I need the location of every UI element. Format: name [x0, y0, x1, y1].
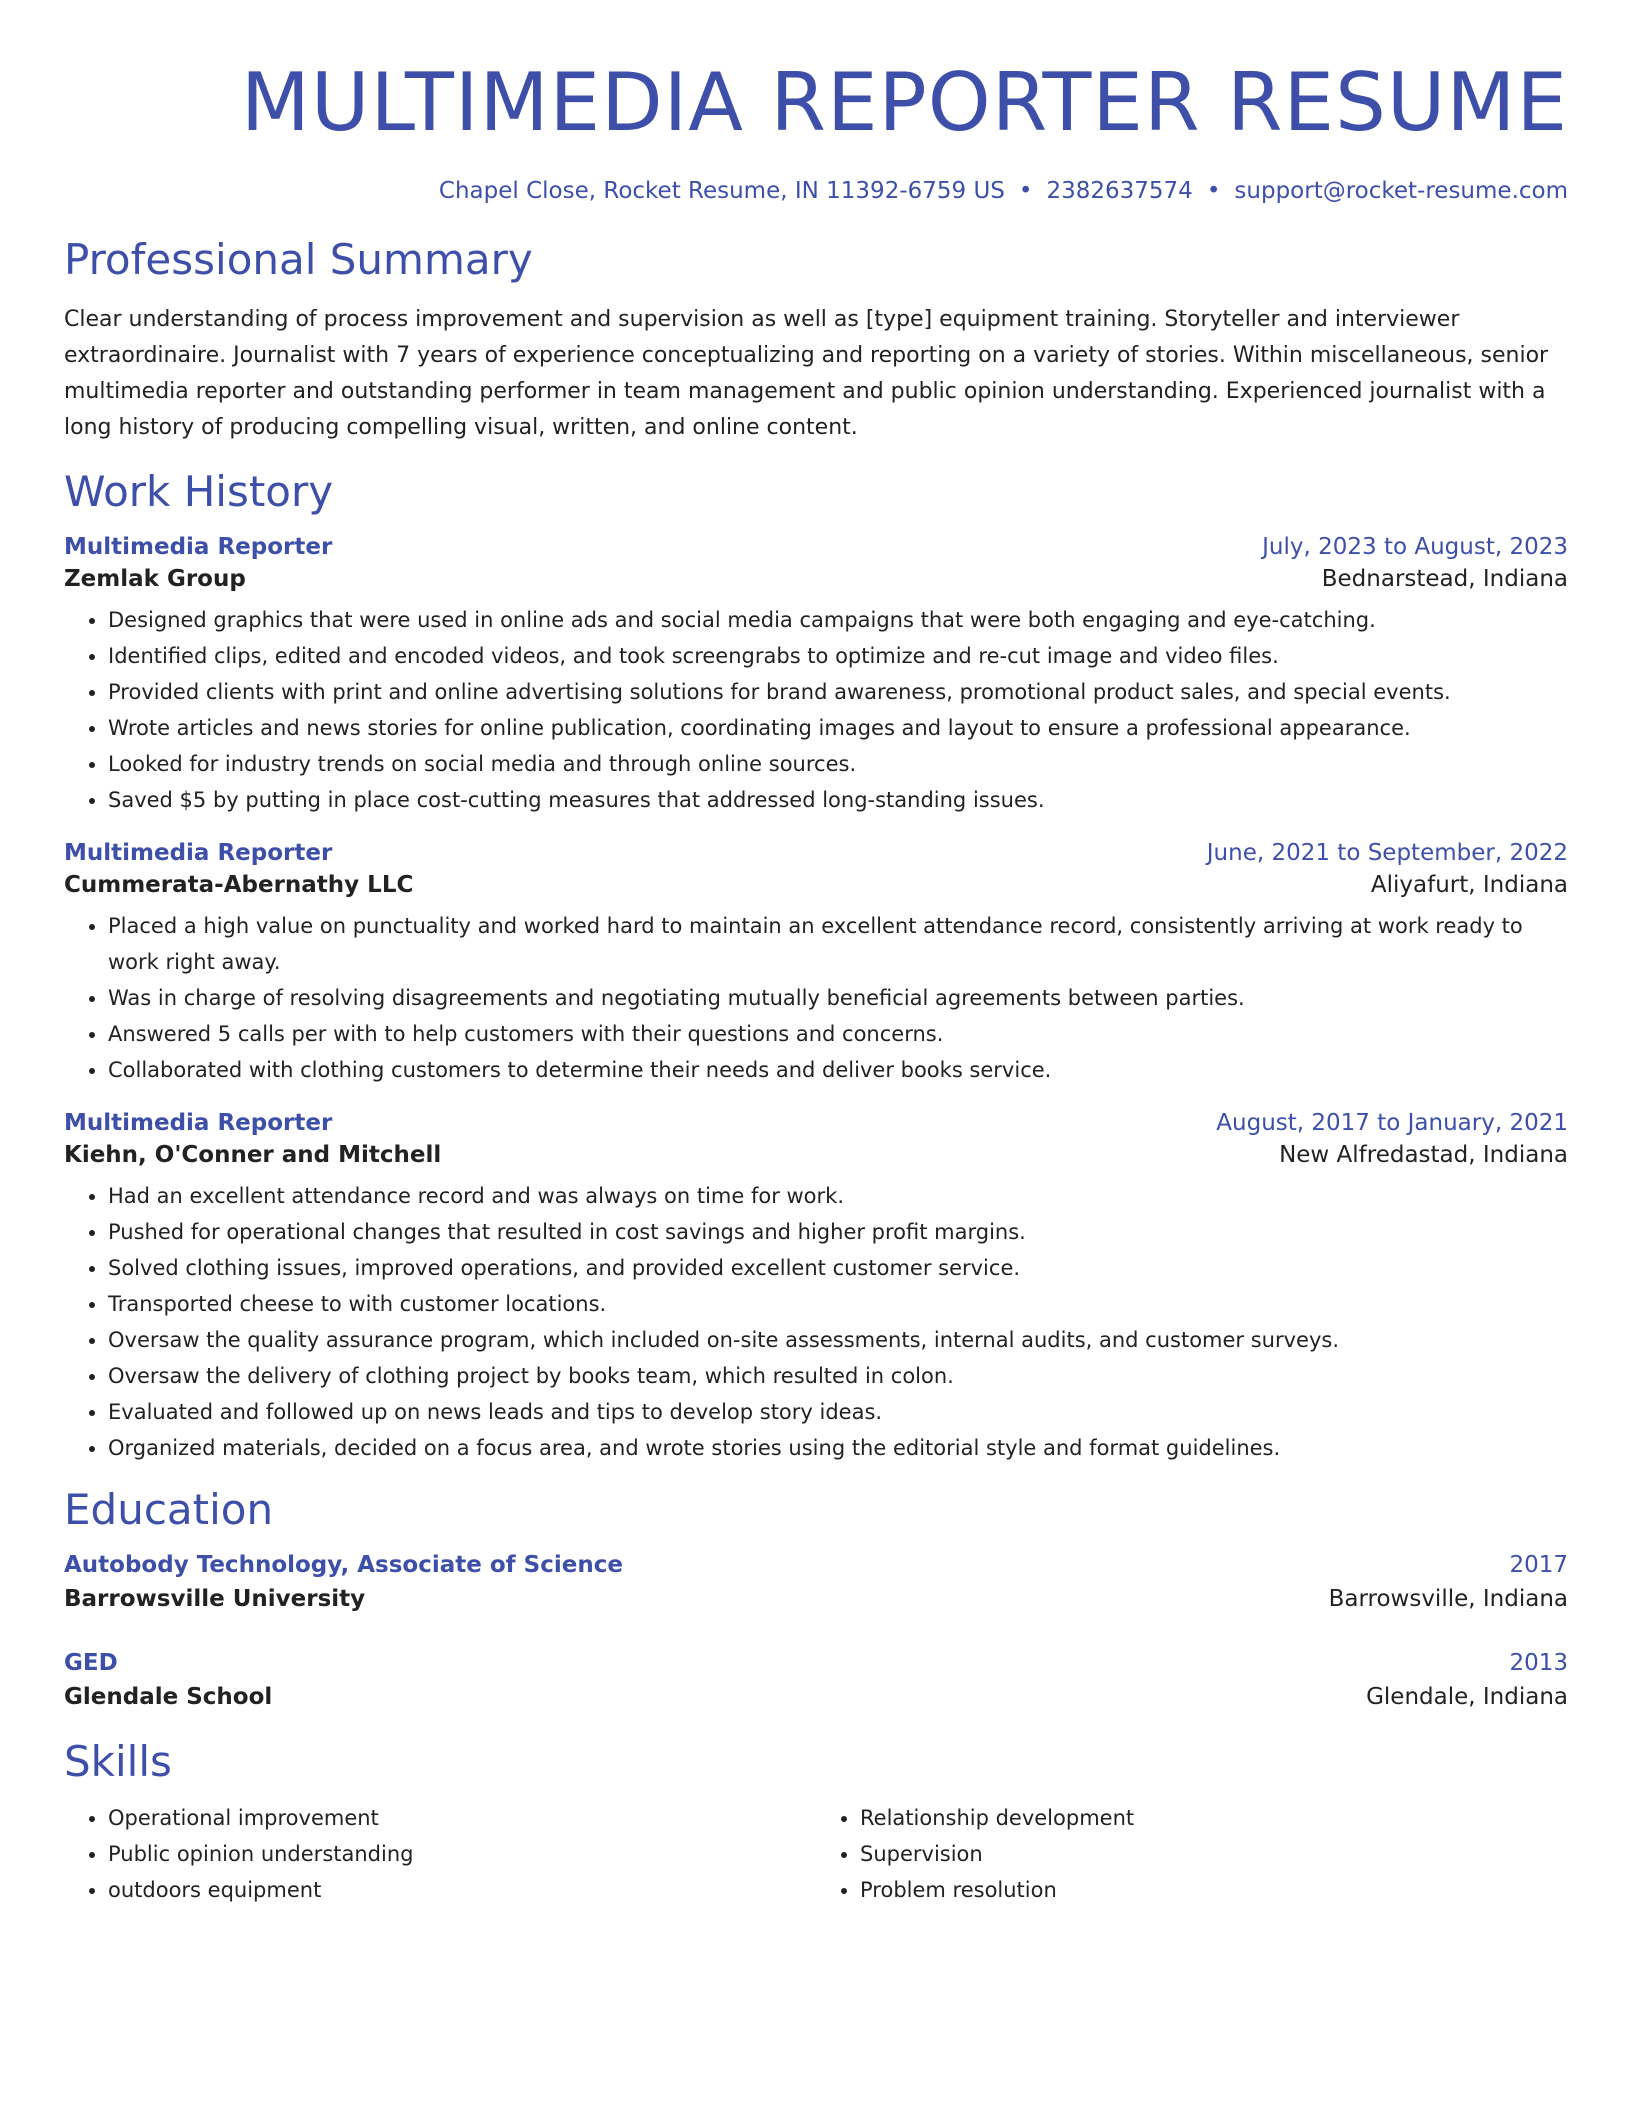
skill-item: • Problem resolution — [860, 1872, 1568, 1908]
education-school: Glendale School — [64, 1684, 273, 1710]
skills-columns — [64, 1800, 1568, 1908]
education-year: 2013 — [1509, 1650, 1568, 1676]
education-location: Glendale, Indiana — [1366, 1684, 1568, 1710]
summary-text: Clear understanding of process improvement and supervision as well as [type] equipment training. Storyteller and interviewer extraordinaire. Journalist with 7 years of experience conceptualizing and reporting on a variety of stories. Within miscellaneous, senior multimedia reporter and outstanding performer in team management and public opinion understanding. Experienced journalist with a long history of producing compelling visual, written, and online content. — [64, 307, 1549, 440]
education-header — [64, 1552, 1568, 1578]
job-bullets — [64, 908, 1568, 1088]
job-subheader — [64, 566, 1568, 592]
job-dates: June, 2021 to September, 2022 — [1206, 840, 1568, 866]
job-dates: August, 2017 to January, 2021 — [1216, 1110, 1568, 1136]
job-bullet: • Collaborated with clothing customers to determine their needs and deliver books service. — [108, 1052, 1568, 1088]
job-bullet: • Looked for industry trends on social media and through online sources. — [108, 746, 1568, 782]
job-dates: July, 2023 to August, 2023 — [1262, 534, 1568, 560]
job-bullets — [64, 1178, 1568, 1466]
education-location: Barrowsville, Indiana — [1328, 1586, 1568, 1612]
job-company: Zemlak Group — [64, 566, 246, 592]
job-bullet: • Answered 5 calls per with to help customers with their questions and concerns. — [108, 1016, 1568, 1052]
education-subheader — [64, 1684, 1568, 1710]
job-bullet: • Oversaw the delivery of clothing project by books team, which resulted in colon. — [108, 1358, 1568, 1394]
job-title: Multimedia Reporter — [64, 840, 333, 866]
job-company: Kiehn, O'Conner and Mitchell — [64, 1142, 442, 1168]
job-bullet: • Solved clothing issues, improved operations, and provided excellent customer service. — [108, 1250, 1568, 1286]
job-header — [64, 1110, 1568, 1136]
skill-item: • Relationship development — [860, 1800, 1568, 1836]
job-bullet: • Transported cheese to with customer locations. — [108, 1286, 1568, 1322]
job-subheader — [64, 872, 1568, 898]
skill-item: • Operational improvement — [108, 1800, 816, 1836]
job-bullet: • Evaluated and followed up on news leads and tips to develop story ideas. — [108, 1394, 1568, 1430]
education-header — [64, 1650, 1568, 1676]
job-title: Multimedia Reporter — [64, 534, 333, 560]
summary-heading: Professional Summary — [64, 235, 533, 284]
education-degree: Autobody Technology, Associate of Science — [64, 1552, 623, 1578]
resume-title: MULTIMEDIA REPORTER RESUME — [240, 56, 1568, 149]
skills-list-right — [816, 1800, 1568, 1908]
contact-phone: 2382637574 — [1046, 178, 1193, 204]
education-entry — [64, 1650, 1568, 1710]
education-subheader — [64, 1586, 1568, 1612]
job-bullet: • Placed a high value on punctuality and worked hard to maintain an excellent attendance record, consistently arriving at work ready to work right away. — [108, 908, 1568, 980]
skills-list-left — [64, 1800, 816, 1908]
job-bullet: • Was in charge of resolving disagreements and negotiating mutually beneficial agreements between parties. — [108, 980, 1568, 1016]
job-subheader — [64, 1142, 1568, 1168]
education-degree: GED — [64, 1650, 118, 1676]
job-title: Multimedia Reporter — [64, 1110, 333, 1136]
job-bullets — [64, 602, 1568, 818]
job-bullet: • Designed graphics that were used in online ads and social media campaigns that were both engaging and eye-catching. — [108, 602, 1568, 638]
skills-heading: Skills — [64, 1737, 172, 1786]
skill-item: • outdoors equipment — [108, 1872, 816, 1908]
job-bullet: • Had an excellent attendance record and was always on time for work. — [108, 1178, 1568, 1214]
job-location: New Alfredastad, Indiana — [1279, 1142, 1568, 1168]
contact-separator: • — [1018, 178, 1033, 204]
job-bullet: • Organized materials, decided on a focus area, and wrote stories using the editorial style and format guidelines. — [108, 1430, 1568, 1466]
job-bullet: • Provided clients with print and online advertising solutions for brand awareness, promotional product sales, and special events. — [108, 674, 1568, 710]
job-company: Cummerata-Abernathy LLC — [64, 872, 414, 898]
resume-page — [64, 0, 1568, 1908]
contact-email: support@rocket-resume.com — [1234, 178, 1568, 204]
job-entry — [64, 534, 1568, 818]
job-location: Bednarstead, Indiana — [1321, 566, 1568, 592]
education-year: 2017 — [1509, 1552, 1568, 1578]
skill-item: • Public opinion understanding — [108, 1836, 816, 1872]
contact-address: Chapel Close, Rocket Resume, IN 11392-6759 US — [438, 178, 1005, 204]
job-bullet: • Wrote articles and news stories for online publication, coordinating images and layout to ensure a professional appearance. — [108, 710, 1568, 746]
contact-line — [64, 178, 1568, 204]
education-school: Barrowsville University — [64, 1586, 366, 1612]
job-entry — [64, 840, 1568, 1088]
job-bullet: • Oversaw the quality assurance program, which included on-site assessments, internal audits, and customer surveys. — [108, 1322, 1568, 1358]
job-bullet: • Identified clips, edited and encoded videos, and took screengrabs to optimize and re-cut image and video files. — [108, 638, 1568, 674]
contact-separator: • — [1206, 178, 1221, 204]
job-location: Aliyafurt, Indiana — [1370, 872, 1568, 898]
skill-item: • Supervision — [860, 1836, 1568, 1872]
job-entry — [64, 1110, 1568, 1466]
job-header — [64, 840, 1568, 866]
job-bullet: • Saved $5 by putting in place cost-cutting measures that addressed long-standing issues. — [108, 782, 1568, 818]
education-entry — [64, 1552, 1568, 1612]
job-bullet: • Pushed for operational changes that resulted in cost savings and higher profit margins. — [108, 1214, 1568, 1250]
job-header — [64, 534, 1568, 560]
work-history-heading: Work History — [64, 467, 334, 516]
education-heading: Education — [64, 1485, 274, 1534]
